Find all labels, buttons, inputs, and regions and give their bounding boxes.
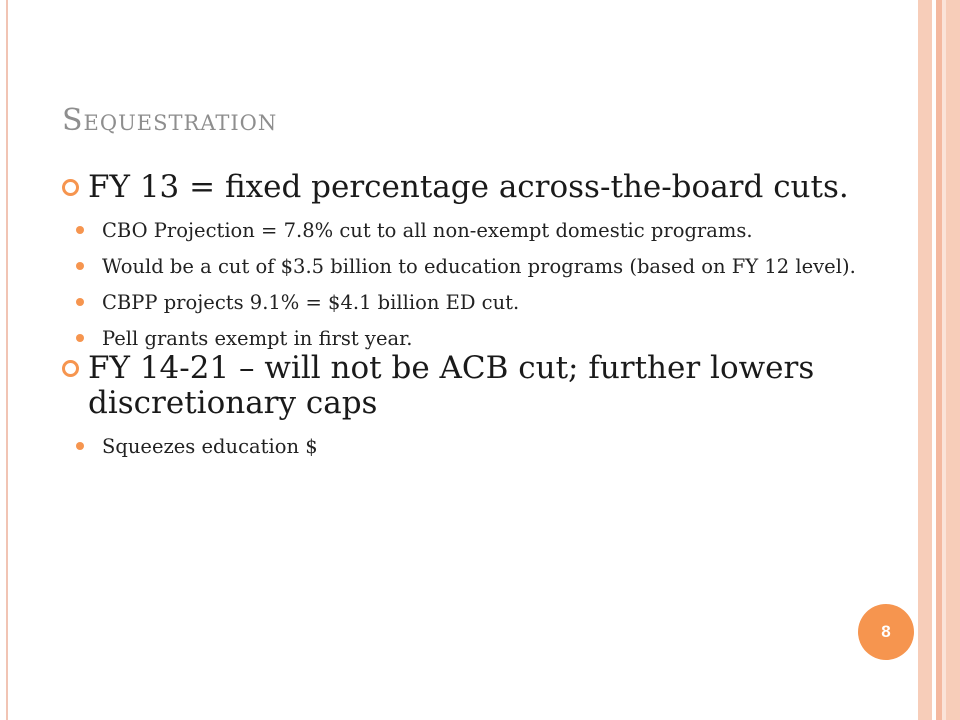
dot-bullet-icon xyxy=(76,226,84,234)
subbullet-text: Would be a cut of $3.5 billion to education programs (based on FY 12 level). xyxy=(102,255,856,278)
decorative-stripe xyxy=(918,0,932,720)
decorative-stripe xyxy=(946,0,960,720)
subbullet-cbpp-projection xyxy=(62,291,912,315)
dot-bullet-icon xyxy=(76,298,84,306)
subbullet-text: CBPP projects 9.1% = $4.1 billion ED cut. xyxy=(102,291,520,314)
subbullet-pell-grants xyxy=(62,327,912,351)
subbullet-squeezes-education xyxy=(62,435,912,459)
bullet-text: FY 14-21 – will not be ACB cut; further lowers discretionary caps xyxy=(88,350,815,421)
bullet-text: FY 13 = fixed percentage across-the-board cuts. xyxy=(88,169,849,205)
slide-frame-line xyxy=(6,0,8,720)
bullet-fy14-21 xyxy=(62,351,912,421)
circle-bullet-icon xyxy=(62,360,79,377)
subbullet-text: CBO Projection = 7.8% cut to all non-exempt domestic programs. xyxy=(102,219,753,242)
subbullet-text: Squeezes education $ xyxy=(102,435,318,458)
dot-bullet-icon xyxy=(76,262,84,270)
slide-body xyxy=(62,170,912,459)
dot-bullet-icon xyxy=(76,442,84,450)
circle-bullet-icon xyxy=(62,179,79,196)
page-number-badge: 8 xyxy=(858,604,914,660)
bullet-fy13 xyxy=(62,170,912,205)
slide-title: Sequestration xyxy=(62,103,278,138)
subbullet-cbo-projection xyxy=(62,219,912,243)
subbullet-education-cut xyxy=(62,255,912,279)
subbullet-text: Pell grants exempt in first year. xyxy=(102,327,413,350)
dot-bullet-icon xyxy=(76,334,84,342)
